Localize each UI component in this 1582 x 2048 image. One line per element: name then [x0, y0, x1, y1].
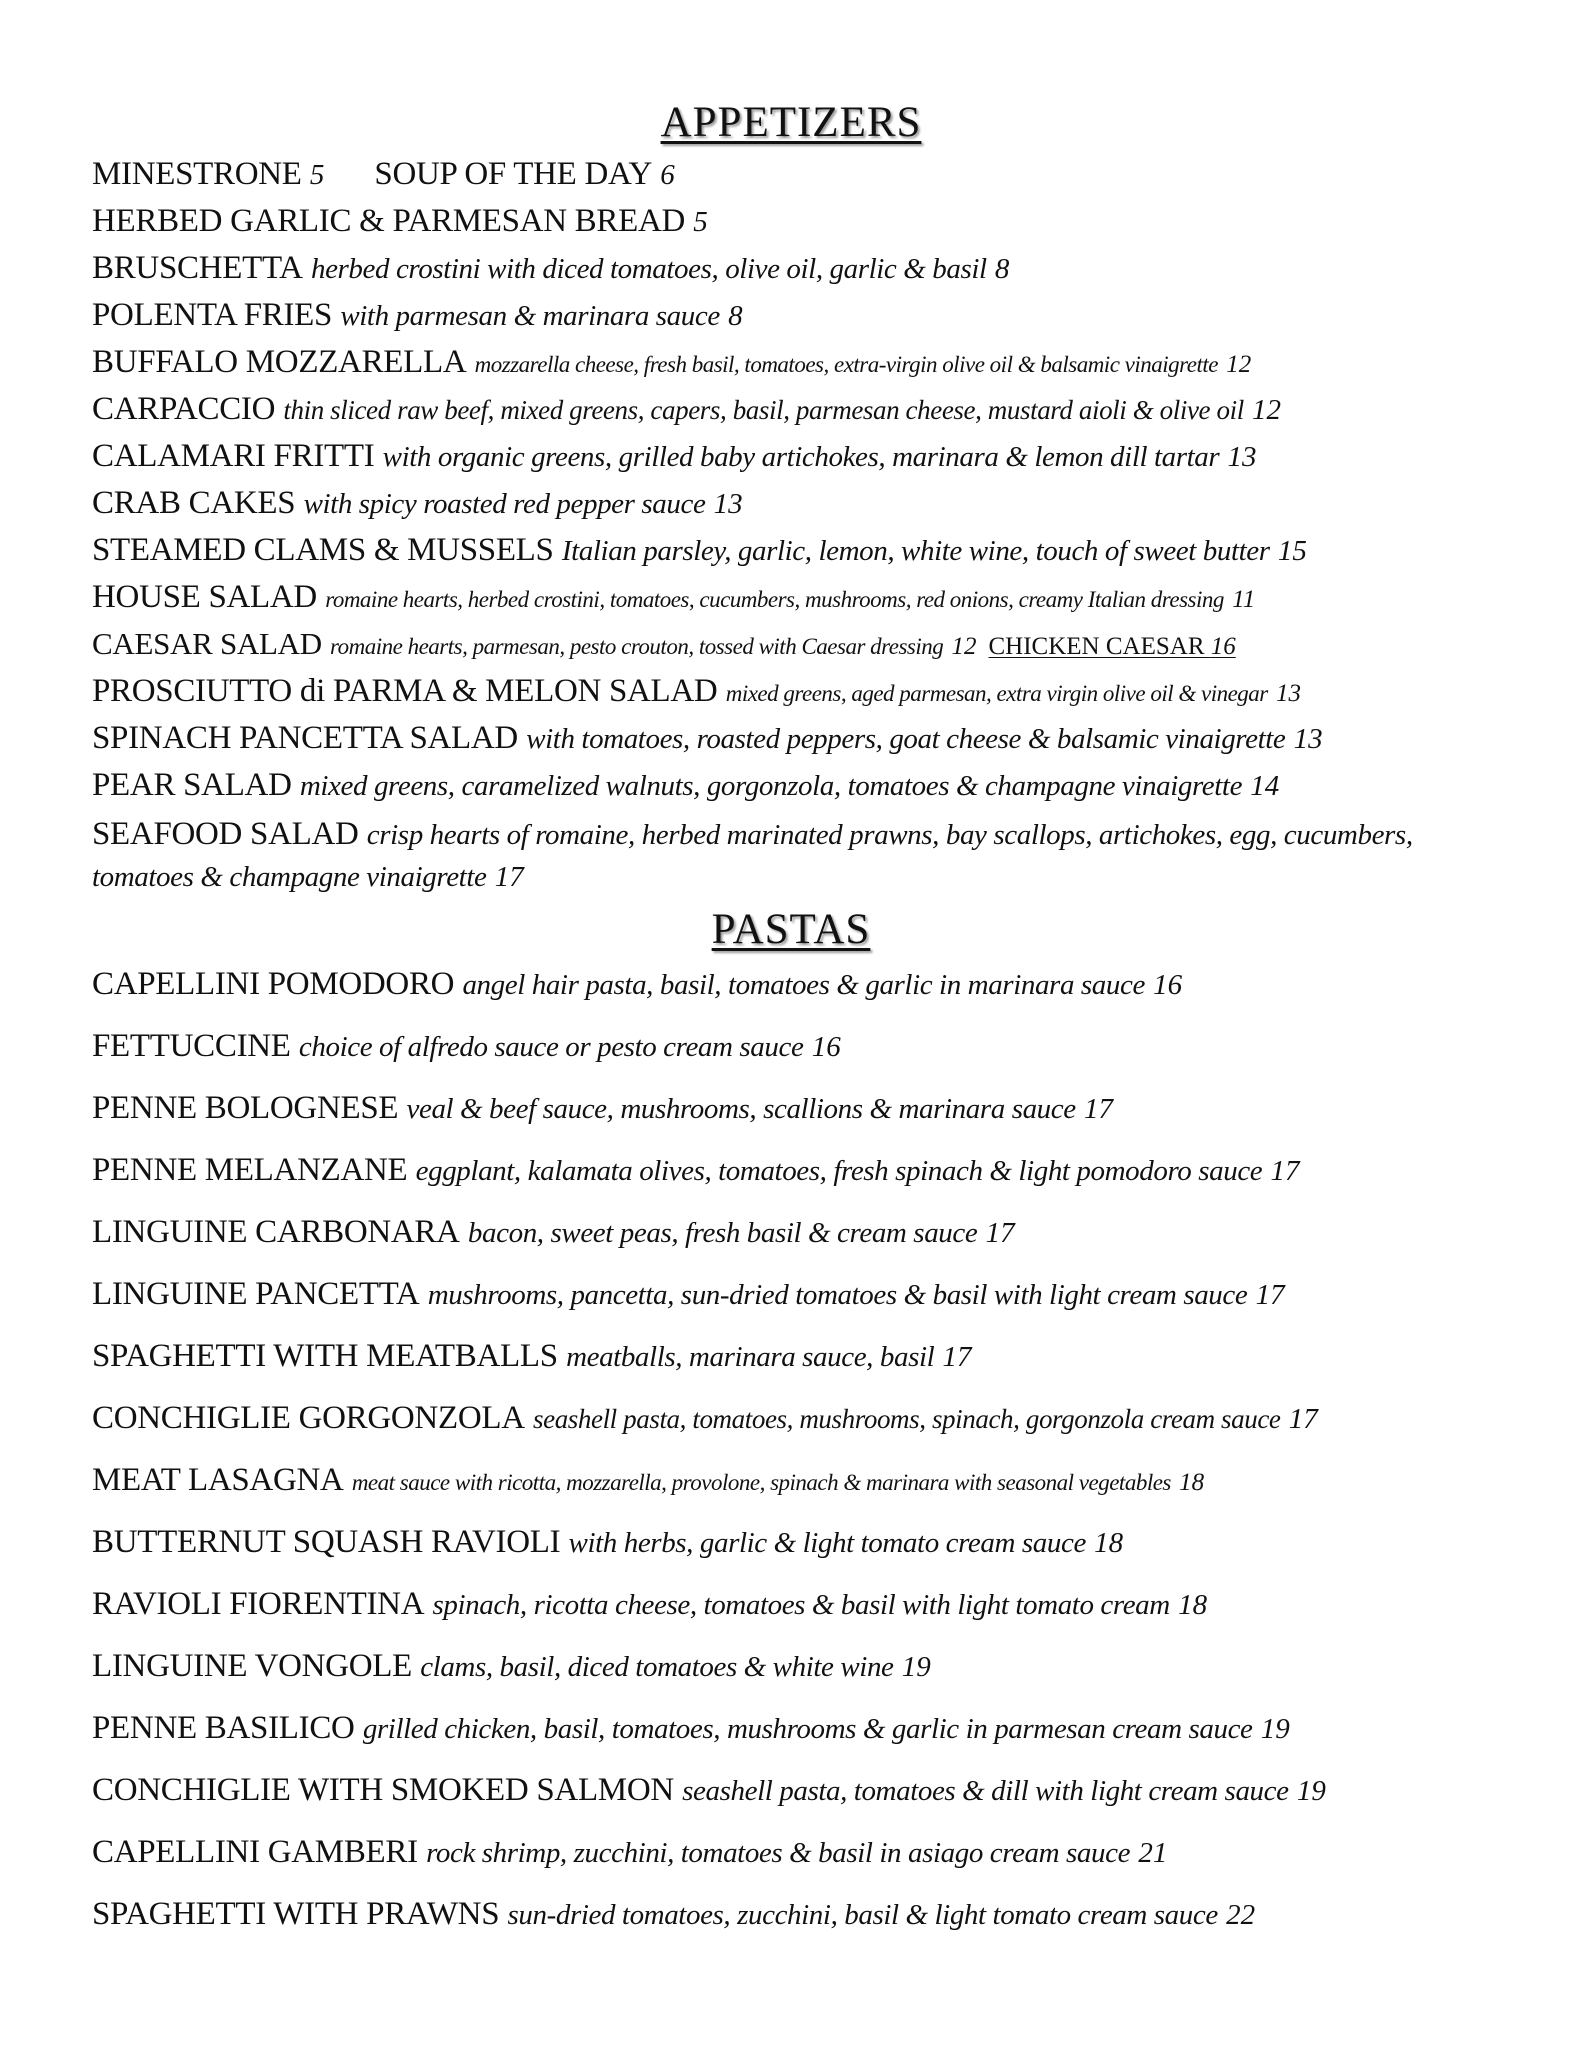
menu-item: [92, 1462, 1512, 1499]
item-price: 18: [1179, 1469, 1205, 1496]
item-price: 19: [1260, 1713, 1290, 1745]
item-name: SEAFOOD SALAD: [92, 816, 359, 852]
item-name: SPINACH PANCETTA SALAD: [92, 720, 518, 756]
item-price: 5: [309, 159, 325, 191]
item-name: PENNE BOLOGNESE: [92, 1090, 399, 1126]
item-name: RAVIOLI FIORENTINA: [92, 1586, 425, 1622]
menu-item: [92, 156, 1512, 193]
item-price: 8: [994, 253, 1010, 285]
item-price: 15: [1277, 535, 1307, 567]
item-description: meat sauce with ricotta, mozzarella, provolone, spinach & marinara with seasonal vegetables: [351, 1470, 1171, 1495]
item-description: spinach, ricotta cheese, tomatoes & basil with light tomato cream: [432, 1589, 1170, 1621]
item-name: MEAT LASAGNA: [92, 1462, 344, 1498]
item-name: CALAMARI FRITTI: [92, 438, 375, 474]
menu-item: [92, 1400, 1512, 1437]
item-price: 16: [1153, 969, 1183, 1001]
item-price: 12: [951, 633, 977, 660]
item-price: 13: [1276, 680, 1301, 707]
menu-item: [92, 1152, 1512, 1189]
menu-item: [92, 626, 1512, 663]
item-price: 12: [1252, 394, 1282, 426]
menu-item: [92, 1276, 1512, 1313]
menu-item: [92, 1896, 1512, 1933]
menu-item: [92, 1214, 1512, 1251]
item-price: 22: [1226, 1899, 1256, 1931]
menu-item: [92, 438, 1512, 475]
menu-item: [92, 767, 1512, 804]
item-name: CAPELLINI POMODORO: [92, 966, 455, 1002]
item-description: mixed greens, aged parmesan, extra virgin olive oil & vinegar: [725, 681, 1268, 706]
item-name: POLENTA FRIES: [92, 297, 333, 333]
item-name: BUFFALO MOZZARELLA: [92, 344, 467, 380]
menu-item: [92, 814, 1512, 898]
menu-item: [92, 1648, 1512, 1685]
item-name: SPAGHETTI WITH MEATBALLS: [92, 1338, 558, 1374]
menu-item: [92, 1710, 1512, 1747]
chicken-caesar-option: [989, 633, 1236, 660]
item-price: 17: [985, 1217, 1015, 1249]
item-name: CRAB CAKES: [92, 485, 296, 521]
item-description: seashell pasta, tomatoes, mushrooms, spinach, gorgonzola cream sauce: [533, 1404, 1281, 1434]
item-name: FETTUCCINE: [92, 1028, 291, 1064]
menu-item: [92, 344, 1512, 381]
item-name: PEAR SALAD: [92, 767, 292, 803]
item-name: CAPELLINI GAMBERI: [92, 1834, 418, 1870]
appetizers-heading: APPETIZERS: [660, 99, 922, 146]
menu-item: [92, 1028, 1512, 1065]
item-name: CONCHIGLIE WITH SMOKED SALMON: [92, 1772, 674, 1808]
item-description: eggplant, kalamata olives, tomatoes, fresh spinach & light pomodoro sauce: [415, 1155, 1263, 1187]
item-description: sun-dried tomatoes, zucchini, basil & light tomato cream sauce: [507, 1899, 1218, 1931]
item-price: 17: [1083, 1093, 1113, 1125]
item-price: 17: [1288, 1403, 1318, 1435]
item-name: PROSCIUTTO di PARMA & MELON SALAD: [92, 673, 718, 709]
item-name: CARPACCIO: [92, 391, 276, 427]
item-description: mozzarella cheese, fresh basil, tomatoes, extra-virgin olive oil & balsamic vinaigrette: [474, 352, 1218, 377]
item-description: crisp hearts of romaine, herbed marinated prawns, bay scallops, artichokes, egg, cucumbers, tomatoes & champagne vinaigrette: [92, 819, 1413, 893]
item-description: with spicy roasted red pepper sauce: [303, 488, 706, 520]
item-price: 21: [1138, 1837, 1168, 1869]
item-description: with tomatoes, roasted peppers, goat cheese & balsamic vinaigrette: [526, 723, 1286, 755]
item-description: bacon, sweet peas, fresh basil & cream sauce: [467, 1217, 978, 1249]
pastas-heading: PASTAS: [711, 906, 871, 953]
item-description: grilled chicken, basil, tomatoes, mushrooms & garlic in parmesan cream sauce: [362, 1713, 1253, 1745]
item-description: mushrooms, pancetta, sun-dried tomatoes & basil with light cream sauce: [427, 1279, 1248, 1311]
item-price: 11: [1232, 586, 1256, 613]
item-description: seashell pasta, tomatoes & dill with light cream sauce: [682, 1775, 1289, 1807]
menu-item: [92, 297, 1512, 334]
item-name: BUTTERNUT SQUASH RAVIOLI: [92, 1524, 561, 1560]
item-price: 5: [693, 206, 708, 238]
item-name: CAESAR SALAD: [92, 626, 322, 661]
item-description: with organic greens, grilled baby artichokes, marinara & lemon dill tartar: [382, 441, 1220, 473]
item-description: Italian parsley, garlic, lemon, white wine, touch of sweet butter: [561, 535, 1270, 567]
item-price: 18: [1178, 1589, 1208, 1621]
item-name: MINESTRONE: [92, 156, 302, 192]
item-price: 12: [1226, 351, 1252, 378]
item-name: CONCHIGLIE GORGONZOLA: [92, 1400, 525, 1436]
menu-item: [92, 1586, 1512, 1623]
item-name: PENNE MELANZANE: [92, 1152, 408, 1188]
item-description: choice of alfredo sauce or pesto cream sauce: [298, 1031, 804, 1063]
menu-item: [92, 720, 1512, 757]
item-description: with herbs, garlic & light tomato cream sauce: [568, 1527, 1086, 1559]
item-name: CHICKEN CAESAR: [988, 633, 1205, 660]
item-name: LINGUINE PANCETTA: [92, 1276, 420, 1312]
item-description: rock shrimp, zucchini, tomatoes & basil in asiago cream sauce: [426, 1837, 1131, 1869]
item-description: romaine hearts, parmesan, pesto crouton, tossed with Caesar dressing: [330, 634, 944, 659]
item-price: 13: [713, 488, 743, 520]
item-price: 16: [811, 1031, 841, 1063]
menu-item: [92, 966, 1512, 1003]
item-description: meatballs, marinara sauce, basil: [566, 1341, 935, 1373]
menu-item: [92, 1772, 1512, 1809]
menu-item: [92, 203, 1512, 240]
item-name: LINGUINE CARBONARA: [92, 1214, 460, 1250]
menu-item: [92, 579, 1512, 616]
item-name: PENNE BASILICO: [92, 1710, 355, 1746]
item-name: BRUSCHETTA: [92, 250, 303, 286]
item-description: mixed greens, caramelized walnuts, gorgonzola, tomatoes & champagne vinaigrette: [299, 770, 1243, 802]
item-price: 19: [901, 1651, 931, 1683]
item-name: STEAMED CLAMS & MUSSELS: [92, 532, 554, 568]
item-description: veal & beef sauce, mushrooms, scallions & marinara sauce: [406, 1093, 1076, 1125]
menu-item: [92, 250, 1512, 287]
item-price: 14: [1250, 770, 1280, 802]
item-name: SPAGHETTI WITH PRAWNS: [92, 1896, 500, 1932]
menu-item: [92, 1090, 1512, 1127]
item-description: thin sliced raw beef, mixed greens, capers, basil, parmesan cheese, mustard aioli & olive oil: [283, 395, 1244, 425]
item-price: 8: [728, 300, 743, 332]
item-price: 6: [660, 159, 675, 191]
item-name: LINGUINE VONGOLE: [92, 1648, 412, 1684]
item-price: 13: [1227, 441, 1257, 473]
item-price: 13: [1293, 723, 1323, 755]
menu-item: [92, 673, 1512, 710]
menu-item: [92, 485, 1512, 522]
menu-item: [92, 1524, 1512, 1561]
menu-item: [92, 1834, 1512, 1871]
item-price: 17: [1270, 1155, 1300, 1187]
item-name: SOUP OF THE DAY: [374, 156, 653, 192]
item-price: 19: [1296, 1775, 1326, 1807]
menu-item: [92, 1338, 1512, 1375]
item-price: 18: [1094, 1527, 1124, 1559]
item-description: clams, basil, diced tomatoes & white wine: [420, 1651, 894, 1683]
item-price: 17: [942, 1341, 972, 1373]
item-price: 17: [1255, 1279, 1285, 1311]
item-price: 16: [1210, 633, 1236, 660]
item-description: angel hair pasta, basil, tomatoes & garlic in marinara sauce: [462, 969, 1145, 1001]
menu-item: [92, 532, 1512, 569]
item-name: HERBED GARLIC & PARMESAN BREAD: [92, 203, 686, 239]
item-price: 17: [494, 861, 524, 893]
menu-item: [92, 391, 1512, 428]
item-description: with parmesan & marinara sauce: [340, 300, 720, 332]
item-description: romaine hearts, herbed crostini, tomatoes, cucumbers, mushrooms, red onions, creamy Italian dressing: [325, 587, 1224, 612]
item-name: HOUSE SALAD: [92, 579, 317, 615]
item-description: herbed crostini with diced tomatoes, olive oil, garlic & basil: [310, 253, 987, 285]
